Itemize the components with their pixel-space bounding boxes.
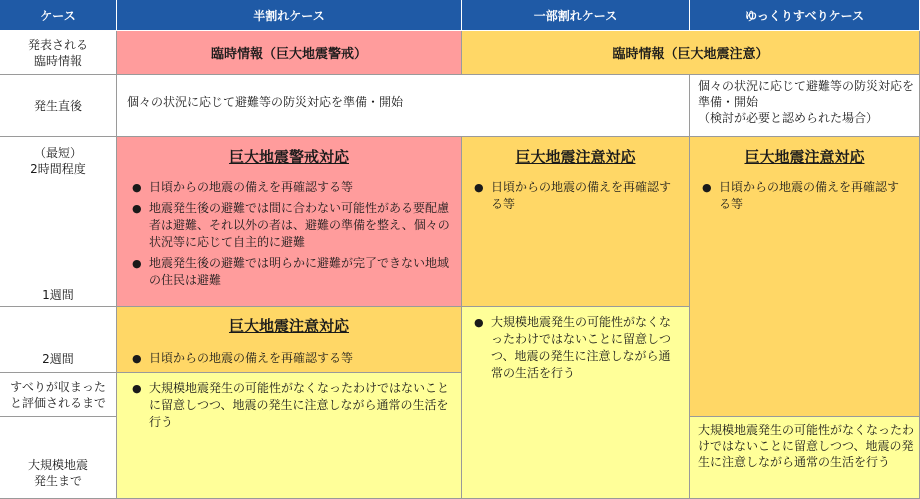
row-label-1week: 1週間 xyxy=(42,288,74,302)
bullet-icon: ● xyxy=(132,202,142,215)
row-label-2weeks xyxy=(0,307,117,373)
partial-normal-life xyxy=(462,307,690,499)
partial-normal-list xyxy=(462,314,689,382)
immediate-response-slow xyxy=(690,75,920,137)
bullet-icon: ● xyxy=(132,382,142,395)
slow-normal-life xyxy=(690,417,920,499)
bullet-icon: ● xyxy=(474,316,484,329)
slow-caution-response xyxy=(690,137,920,417)
half-announcement: 臨時情報（巨大地震警戒） xyxy=(117,31,462,75)
list-item: ● 日頃からの地震の備えを再確認する等 xyxy=(132,180,354,194)
list-item: ● 地震発生後の避難では明らかに避難が完了できない地域の住民は避難 xyxy=(132,256,450,287)
immediate-response-slow-text: 個々の状況に応じて避難等の防災対応を準備・開始 （検討が必要と認められた場合） xyxy=(698,79,915,125)
row-label-slip-text: すべりが収まった と評価されるまで xyxy=(9,379,106,410)
half-warning-title: 巨大地震警戒対応 xyxy=(228,148,349,166)
header-case: ケース xyxy=(0,0,117,31)
bullet-icon: ● xyxy=(702,181,712,194)
row-label-min-to-1week xyxy=(0,137,117,307)
immediate-response-half-partial xyxy=(117,75,690,137)
half-normal-life xyxy=(117,373,462,499)
row-label-2hours: 2時間程度 xyxy=(30,162,86,176)
list-item: ● 日頃からの地震の備えを再確認する等 xyxy=(132,351,354,365)
row-label-immediately-after xyxy=(0,75,117,137)
header-slow-slip-case: ゆっくりすべりケース xyxy=(690,0,920,31)
row-label-2weeks-text: 2週間 xyxy=(42,352,74,366)
list-item: ● 日頃からの地震の備えを再確認する等 xyxy=(474,180,672,211)
list-item: ● 大規模地震発生の可能性がなくなったわけではないことに留意しつつ、地震の発生に注意しながら通常の生活を行う xyxy=(474,315,672,380)
list-item: ● 日頃からの地震の備えを再確認する等 xyxy=(702,180,900,211)
header-half-split-case: 半割れケース xyxy=(117,0,462,31)
partial-caution-response xyxy=(462,137,690,307)
list-item: ● 地震発生後の避難では間に合わない可能性がある要配慮者は避難、それ以外の者は、避難の準備を整え、個々の状況等に応じて自主的に避難 xyxy=(132,201,450,249)
half-warning-response xyxy=(117,137,462,307)
half-warning-list xyxy=(117,179,461,289)
row-label-until-major-quake xyxy=(0,417,117,499)
row-label-immediately-text: 発生直後 xyxy=(33,98,82,113)
partial-caution-title: 巨大地震注意対応 xyxy=(515,148,636,166)
row-label-major-quake: 大規模地震 xyxy=(27,458,88,472)
slow-caution-title: 巨大地震注意対応 xyxy=(744,148,865,166)
row-label-min: （最短） xyxy=(33,146,82,160)
partial-caution-list xyxy=(462,179,689,213)
half-caution-list xyxy=(117,350,461,367)
row-label-until: 発生まで xyxy=(33,474,82,488)
bullet-icon: ● xyxy=(132,181,142,194)
row-label-announced-text: 発表される 臨時情報 xyxy=(27,37,88,68)
half-normal-list xyxy=(117,380,461,431)
row-label-announced-info xyxy=(0,31,117,75)
row-label-slip-converged xyxy=(0,373,117,417)
bullet-icon: ● xyxy=(132,257,142,270)
slow-normal-text: 大規模地震発生の可能性がなくなったわけではないことに留意しつつ、地震の発生に注意しながら通常の生活を行う xyxy=(698,423,915,469)
half-caution-response xyxy=(117,307,462,373)
half-caution-title: 巨大地震注意対応 xyxy=(228,317,349,335)
bullet-icon: ● xyxy=(132,352,142,365)
list-item: ● 大規模地震発生の可能性がなくなったわけではないことに留意しつつ、地震の発生に注意しながら通常の生活を行う xyxy=(132,381,450,429)
immediate-response-text: 個々の状況に応じて避難等の防災対応を準備・開始 xyxy=(127,95,404,109)
bullet-icon: ● xyxy=(474,181,484,194)
header-partial-split-case: 一部割れケース xyxy=(462,0,690,31)
slow-caution-list xyxy=(690,179,919,213)
partial-slow-announcement: 臨時情報（巨大地震注意） xyxy=(462,31,920,75)
